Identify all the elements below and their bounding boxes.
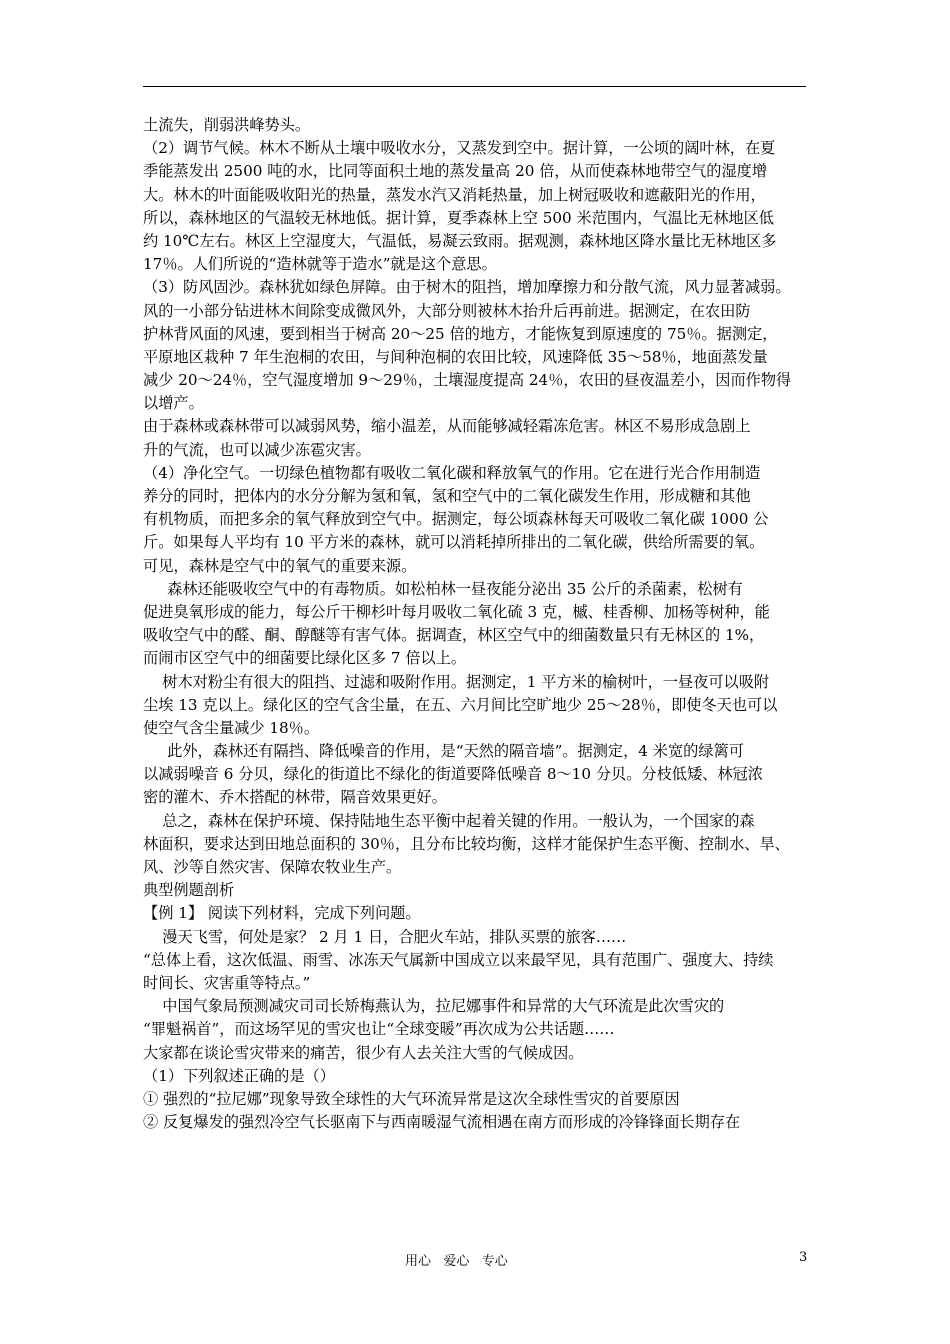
text-line: 促进臭氧形成的能力，每公斤干柳杉叶每月吸收二氧化硫 3 克，槭、桂香柳、加杨等树种，能 xyxy=(143,602,770,621)
text-line: 可见，森林是空气中的氧气的重要来源。 xyxy=(143,556,417,575)
text-line: 由于森林或森林带可以减弱风势，缩小温差，从而能够减轻霜冻危害。林区不易形成急剧上 xyxy=(143,417,751,436)
text-line: 森林还能吸收空气中的有毒物质。如松柏林一昼夜能分泌出 35 公斤的杀菌素，松树有 xyxy=(143,579,743,598)
text-line: 中国气象局预测减灾司司长矫梅燕认为，拉尼娜事件和异常的大气环流是此次雪灾的 xyxy=(143,997,725,1016)
text-line: 林面积，要求达到田地总面积的 30％，且分布比较均衡，这样才能保护生态平衡、控制水、旱、 xyxy=(143,834,790,853)
text-line: 大家都在谈论雪灾带来的痛苦，很少有人去关注大雪的气候成因。 xyxy=(143,1043,584,1062)
text-line: 有机物质，而把多余的氧气释放到空气中。据测定，每公顷森林每天可吸收二氧化碳 1000 公 xyxy=(143,510,769,529)
text-line: 以增产。 xyxy=(143,394,204,413)
text-line: “罪魁祸首”，而这场罕见的雪灾也让“全球变暖”再次成为公共话题…… xyxy=(143,1020,615,1039)
text-line: ① 强烈的“拉尼娜”现象导致全球性的大气环流异常是这次全球性雪灾的首要原因 xyxy=(143,1089,680,1108)
text-line: 养分的同时，把体内的水分分解为氢和氧，氢和空气中的二氧化碳发生作用，形成糖和其他 xyxy=(143,487,751,505)
text-line: 漫天飞雪，何处是家？ 2 月 1 日，合肥火车站，排队买票的旅客…… xyxy=(143,927,627,946)
text-line: 吸收空气中的醛、酮、醇醚等有害气体。据调查，林区空气中的细菌数量只有无林区的 1%， xyxy=(143,626,765,645)
text-line: 风、沙等自然灾害、保障农牧业生产。 xyxy=(143,858,402,876)
text-line: 约 10℃左右。林区上空湿度大，气温低，易凝云致雨。据观测，森林地区降水量比无林地区多 xyxy=(143,231,777,250)
text-line: 大。林木的叶面能吸收阳光的热量，蒸发水汽又消耗热量，加上树冠吸收和遮蔽阳光的作用， xyxy=(143,185,766,204)
text-line: 密的灌木、乔木搭配的林带，隔音效果更好。 xyxy=(143,788,447,807)
text-line: （3）防风固沙。森林犹如绿色屏障。由于树木的阻挡，增加摩擦力和分散气流，风力显著减弱。 xyxy=(143,278,791,297)
text-line: 护林背风面的风速，要到相当于树高 20～25 倍的地方，才能恢复到原速度的 75％。据测定， xyxy=(143,324,778,343)
text-line: 斤。如果每人平均有 10 平方米的森林，就可以消耗掉所排出的二氧化碳，供给所需要的氧。 xyxy=(143,533,765,552)
text-line: 树木对粉尘有很大的阻挡、过滤和吸附作用。据测定，1 平方米的榆树叶，一昼夜可以吸附 xyxy=(143,672,770,691)
document-body xyxy=(143,114,813,1134)
text-line: 升的气流，也可以减少冻雹灾害。 xyxy=(143,440,371,459)
text-line: 总之，森林在保护环境、保持陆地生态平衡中起着关键的作用。一般认为，一个国家的森 xyxy=(143,811,755,830)
text-line: 此外，森林还有隔挡、降低噪音的作用，是“天然的隔音墙”。据测定，4 米宽的绿篱可 xyxy=(143,742,744,761)
text-line: （1）下列叙述正确的是（） xyxy=(143,1066,335,1085)
text-line: 使空气含尘量减少 18％。 xyxy=(143,718,320,737)
text-line: （4）净化空气。一切绿色植物都有吸收二氧化碳和释放氧气的作用。它在进行光合作用制造 xyxy=(143,463,761,482)
text-line: 尘埃 13 克以上。绿化区的空气含尘量，在五、六月间比空旷地少 25～28％，即使冬天也可以 xyxy=(143,695,778,714)
text-line: “总体上看，这次低温、雨雪、冰冻天气属新中国成立以来最罕见，具有范围广、强度大、持续 xyxy=(143,950,774,969)
text-line: 时间长、灾害重等特点。” xyxy=(143,973,311,992)
text-line: 土流失，削弱洪峰势头。 xyxy=(143,116,311,134)
text-line: ② 反复爆发的强烈冷空气长驱南下与西南暖湿气流相遇在南方而形成的冷锋锋面长期存在 xyxy=(143,1113,741,1132)
text-line: 减少 20～24％，空气湿度增加 9～29％，土壤湿度提高 24％，农田的昼夜温差小，因而作物得 xyxy=(143,371,792,390)
text-line: 风的一小部分钻进林木间除变成微风外，大部分则被林木抬升后再前进。据测定，在农田防 xyxy=(143,301,751,320)
text-line: （2）调节气候。林木不断从土壤中吸收水分，又蒸发到空中。据计算，一公顷的阔叶林，在夏 xyxy=(143,139,776,158)
text-line: 季能蒸发出 2500 吨的水，比同等面积土地的蒸发量高 20 倍，从而使森林地带空气的湿度增 xyxy=(143,162,768,181)
text-line: 平原地区栽种 7 年生泡桐的农田，与间种泡桐的农田比较，风速降低 35～58％，地面蒸发量 xyxy=(143,347,768,366)
footer-motto: 用心 爱心 专心 xyxy=(405,1254,508,1269)
text-line: 而闹市区空气中的细菌要比绿化区多 7 倍以上。 xyxy=(143,649,467,668)
page-number: 3 xyxy=(799,1250,808,1265)
text-line: 所以，森林地区的气温较无林地低。据计算，夏季森林上空 500 米范围内，气温比无林地区低 xyxy=(143,208,774,227)
text-line: 以减弱噪音 6 分贝，绿化的街道比不绿化的街道要降低噪音 8～10 分贝。分枝低矮、林冠浓 xyxy=(143,765,763,784)
text-line: 17％。人们所说的“造林就等于造水”就是这个意思。 xyxy=(143,255,497,274)
header-rule xyxy=(143,86,806,87)
text-line: 【例 1】 阅读下列材料，完成下列问题。 xyxy=(143,904,421,923)
text-line: 典型例题剖析 xyxy=(143,881,235,900)
